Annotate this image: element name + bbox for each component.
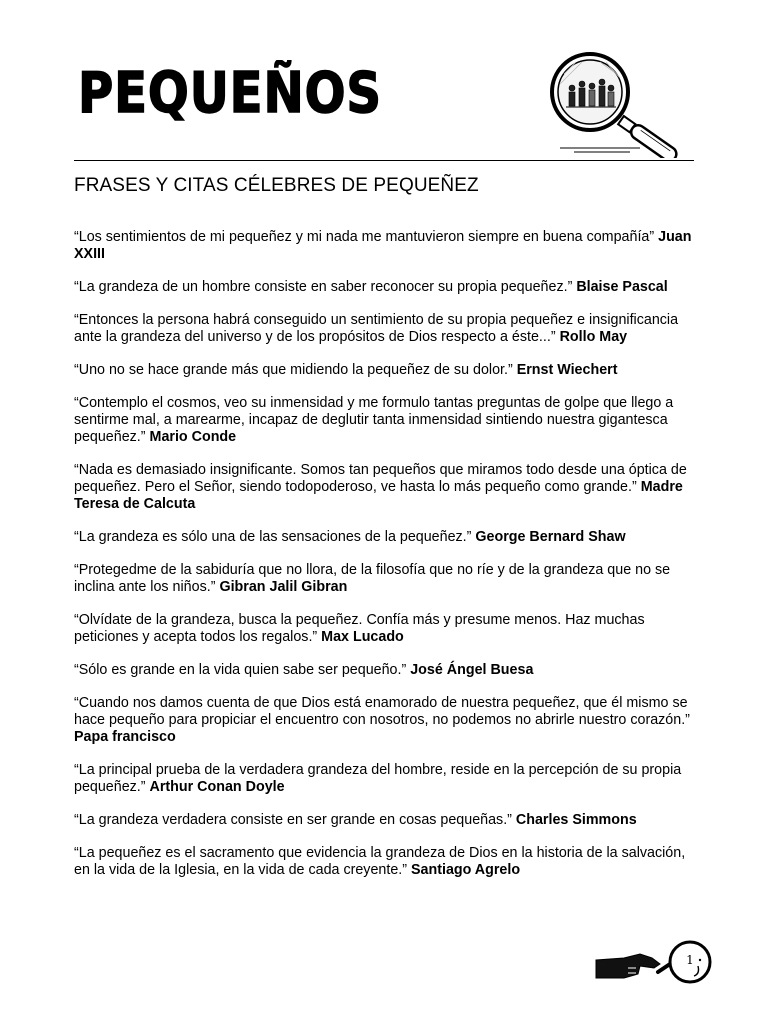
quote-text: “La grandeza verdadera consiste en ser grande en cosas pequeñas.”	[74, 812, 512, 828]
quote-text: “La principal prueba de la verdadera grandeza del hombre, reside en la percepción de su propia pequeñez.”	[74, 762, 682, 795]
quote-text: “Olvídate de la grandeza, busca la pequeñez. Confía más y presume menos. Haz muchas peticiones y acepta todos los regalos.”	[74, 612, 645, 645]
quote-list	[74, 229, 704, 895]
hand-magnifier-icon	[594, 938, 718, 998]
quote-item	[74, 229, 704, 263]
quote-text: “La grandeza de un hombre consiste en saber reconocer su propia pequeñez.”	[74, 279, 573, 295]
quote-item	[74, 612, 704, 646]
quote-item	[74, 695, 704, 746]
quote-text: “Nada es demasiado insignificante. Somos tan pequeños que miramos todo desde una óptica de pequeñez. Pero el Señor, siendo todopoderoso, ve hasta lo más pequeño como grande.”	[74, 462, 687, 495]
quote-text: “Cuando nos damos cuenta de que Dios está enamorado de nuestra pequeñez, que él mismo se hace pequeño para propiciar el encuentro con nosotros, no podemos no abrirle nuestro corazón.”	[74, 695, 690, 728]
quote-text: “La pequeñez es el sacramento que evidencia la grandeza de Dios en la historia de la salvación, en la vida de la Iglesia, en la vida de cada creyente.”	[74, 845, 686, 878]
quote-author: Juan XXIII	[74, 229, 692, 262]
quote-item	[74, 462, 704, 513]
quote-author: Papa francisco	[74, 729, 176, 745]
quote-author: Santiago Agrelo	[411, 862, 521, 878]
quote-author: Max Lucado	[321, 629, 404, 645]
quote-text: “Protegedme de la sabiduría que no llora, de la filosofía que no ríe y de la grandeza que no se inclina ante los niños.”	[74, 562, 671, 595]
quote-author: Gibran Jalil Gibran	[219, 579, 348, 595]
quote-item	[74, 662, 704, 679]
page-subtitle: FRASES Y CITAS CÉLEBRES DE PEQUEÑEZ	[74, 175, 479, 196]
quote-text: “Entonces la persona habrá conseguido un sentimiento de su propia pequeñez e insignificancia ante la grandeza del universo y de los propósitos de Dios respecto a éste...”	[74, 312, 679, 345]
quote-author: Arthur Conan Doyle	[149, 779, 285, 795]
quote-item	[74, 762, 704, 796]
quote-text: “La grandeza es sólo una de las sensaciones de la pequeñez.”	[74, 529, 472, 545]
quote-author: Ernst Wiechert	[516, 362, 618, 378]
header-divider	[74, 160, 694, 161]
quote-text: “Uno no se hace grande más que midiendo la pequeñez de su dolor.”	[74, 362, 517, 378]
quote-item	[74, 529, 704, 546]
quote-item	[74, 562, 704, 596]
page-title: PEQUEÑOS	[78, 61, 382, 126]
page-number: 1	[686, 953, 694, 967]
quote-item	[74, 279, 704, 296]
quote-author: George Bernard Shaw	[475, 529, 626, 545]
quote-text: “Los sentimientos de mi pequeñez y mi nada me mantuvieron siempre en buena compañía”	[74, 229, 655, 245]
quote-text: “Contemplo el cosmos, veo su inmensidad y me formulo tantas preguntas de golpe que llego a sentirme mal, a marearme, incapaz de deglutir tanta inmensidad sintiendo nuestra gigantesca pequeñez.”	[74, 395, 674, 445]
quote-author: Charles Simmons	[515, 812, 637, 828]
quote-author: Mario Conde	[149, 429, 237, 445]
quote-author: Madre Teresa de Calcuta	[74, 479, 683, 512]
quote-author: Rollo May	[559, 329, 628, 345]
quote-item	[74, 395, 704, 446]
quote-item	[74, 312, 704, 346]
quote-author: Blaise Pascal	[576, 279, 668, 295]
magnifying-glass-people-icon	[530, 48, 700, 158]
quote-author: José Ángel Buesa	[410, 662, 534, 678]
quote-text: “Sólo es grande en la vida quien sabe ser pequeño.”	[74, 662, 407, 678]
quote-item	[74, 812, 704, 829]
quote-item	[74, 845, 704, 879]
quote-item	[74, 362, 704, 379]
